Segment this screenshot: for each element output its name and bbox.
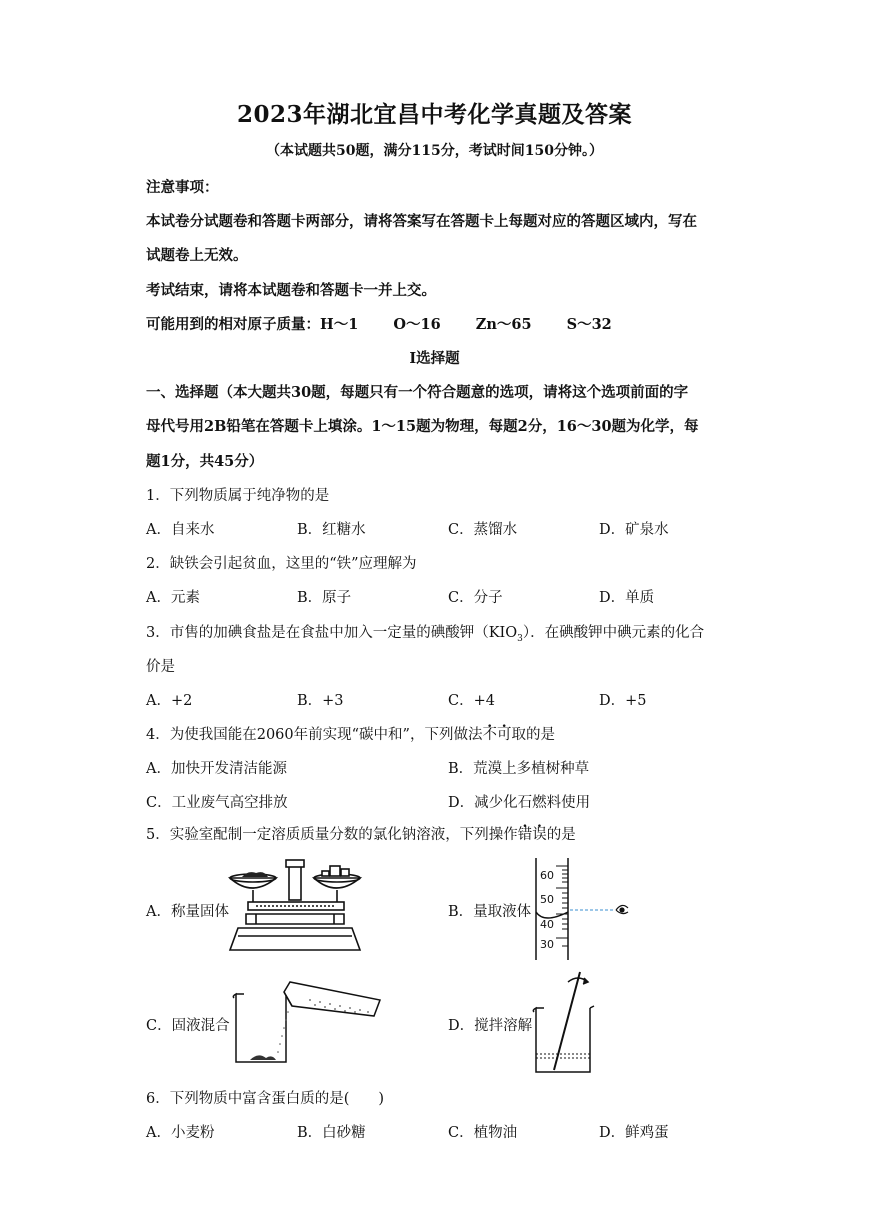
option-a: A．元素 xyxy=(146,590,200,606)
atomic-mass-item: O～16 xyxy=(393,316,441,333)
question-stem: 1．下列物质属于纯净物的是 xyxy=(146,488,330,504)
balance-scale-figure xyxy=(226,858,366,958)
section-title: Ⅰ选择题 xyxy=(409,350,460,367)
option-d: D．+5 xyxy=(599,693,647,709)
section-intro-line: 一、选择题（本大题共30题，每题只有一个符合题意的选项，请将这个选项前面的字 xyxy=(146,384,689,401)
atomic-mass-item: H～1 xyxy=(320,316,359,333)
option-d: D．单质 xyxy=(599,590,655,606)
option-b: B．荒漠上多植树种草 xyxy=(448,761,590,777)
option-c: C．工业废气高空排放 xyxy=(146,795,288,811)
option-a: A．+2 xyxy=(146,693,193,709)
atomic-mass-label: 可能用到的相对原子质量： xyxy=(146,316,320,333)
stem-text: 3．市售的加碘食盐是在食盐中加入一定量的碘酸钾（KIO xyxy=(146,625,518,641)
option-b: B．红糖水 xyxy=(297,522,366,538)
cylinder-tick-label: 30 xyxy=(540,938,554,951)
option-b: B．白砂糖 xyxy=(297,1125,366,1141)
option-c: C．分子 xyxy=(448,590,503,606)
option-c: C．+4 xyxy=(448,693,495,709)
option-d: D．搅拌溶解 xyxy=(448,1018,533,1034)
option-a: A．小麦粉 xyxy=(146,1125,215,1141)
cylinder-tick-label: 60 xyxy=(540,869,554,882)
option-c: C．蒸馏水 xyxy=(448,522,518,538)
option-c: C．植物油 xyxy=(448,1125,518,1141)
atomic-mass-item: S～32 xyxy=(566,316,612,333)
notice-line: 试题卷上无效。 xyxy=(146,247,248,264)
section-intro-line: 母代号用2B铅笔在答题卡上填涂。1～15题为物理，每题2分，16～30题为化学，每 xyxy=(146,418,699,435)
exam-info: （本试题共50题，满分115分，考试时间150分钟。） xyxy=(266,143,603,159)
question-stem xyxy=(146,823,576,844)
stirring-figure xyxy=(528,968,598,1076)
stem-text: 5．实验室配制一定溶质质量分数的氯化钠溶液，下列操作 xyxy=(146,827,518,843)
question-stem: 2．缺铁会引起贫血，这里的“铁”应理解为 xyxy=(146,556,417,572)
notice-heading: 注意事项： xyxy=(146,179,219,196)
question-stem xyxy=(146,621,704,644)
subscript: 3 xyxy=(517,633,523,644)
stem-text: 4．为使我国能在2060年前实现“碳中和”，下列做法 xyxy=(146,727,483,743)
cylinder-tick-label: 40 xyxy=(540,918,554,931)
option-b: B．量取液体 xyxy=(448,904,532,920)
emphasis-char: 可 xyxy=(496,727,512,743)
question-stem-continued: 价是 xyxy=(146,659,175,675)
question-stem: 6．下列物质中富含蛋白质的是( ) xyxy=(146,1091,385,1107)
atomic-mass-item: Zn～65 xyxy=(475,316,532,333)
option-b: B．原子 xyxy=(297,590,352,606)
graduated-cylinder-figure xyxy=(530,858,640,960)
option-d: D．减少化石燃料使用 xyxy=(448,795,591,811)
stem-text: 取的是 xyxy=(511,727,555,743)
option-a: A．称量固体 xyxy=(146,904,229,920)
option-d: D．鲜鸡蛋 xyxy=(599,1125,669,1141)
cylinder-tick-label: 50 xyxy=(540,893,554,906)
option-c: C．固液混合 xyxy=(146,1018,230,1034)
pouring-figure xyxy=(230,978,390,1066)
question-stem xyxy=(146,723,555,744)
emphasis-char: 错 xyxy=(517,827,533,843)
emphasis-char: 误 xyxy=(532,827,547,843)
section-intro-line: 题1分，共45分） xyxy=(146,453,264,470)
option-b: B．+3 xyxy=(297,693,344,709)
atomic-mass-row xyxy=(146,313,612,334)
notice-line: 本试卷分试题卷和答题卡两部分，请将答案写在答题卡上每题对应的答题区域内，写在 xyxy=(146,213,697,230)
emphasis-char: 不 xyxy=(482,727,497,743)
notice-line: 考试结束，请将本试题卷和答题卡一并上交。 xyxy=(146,282,436,299)
option-a: A．自来水 xyxy=(146,522,215,538)
page-title: 2023年湖北宜昌中考化学真题及答案 xyxy=(236,101,632,128)
stem-text: 的是 xyxy=(546,827,576,843)
option-a: A．加快开发清洁能源 xyxy=(146,761,287,777)
stem-text: ）．在碘酸钾中碘元素的化合 xyxy=(522,625,705,641)
option-d: D．矿泉水 xyxy=(599,522,669,538)
